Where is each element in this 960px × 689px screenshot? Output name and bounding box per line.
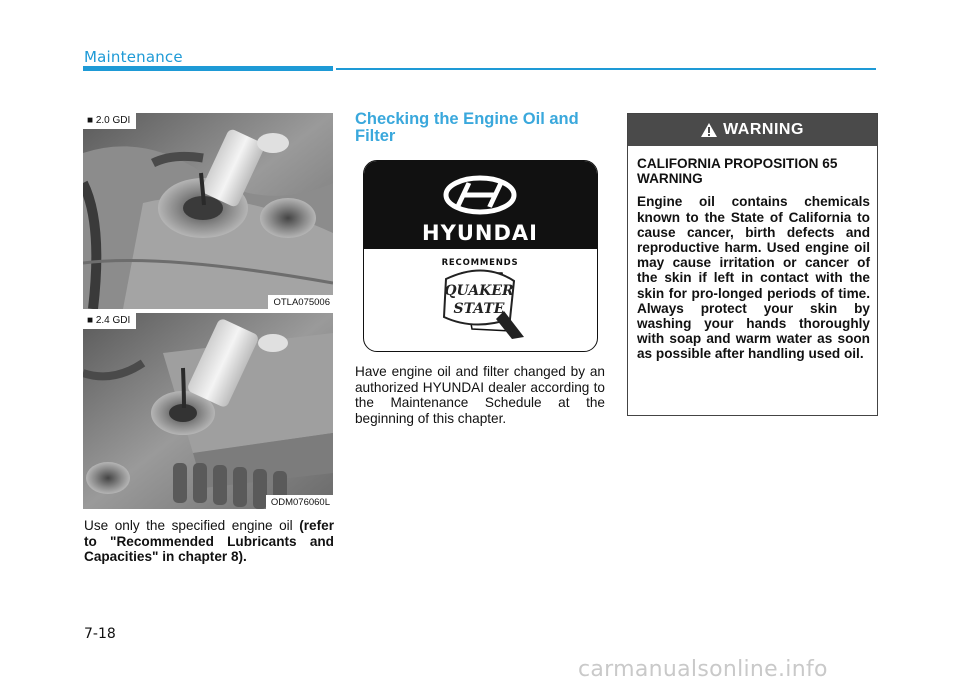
photo-label: ■ 2.0 GDI xyxy=(83,113,136,129)
engine-photo-2-4-gdi xyxy=(83,313,333,509)
middle-paragraph: Have engine oil and filter changed by an authorized HYUNDAI dealer according to the Maintenance Schedule at the beginning of this chapter. xyxy=(355,364,605,426)
warning-text: Engine oil contains chemicals known to the State of California to cause cancer, birth defects and reproductive harm. Used engine oil may cause irritation or cancer of the skin if left in contact with the skin for pro-longed periods of time. Always protect your skin by washing your hands thoroughly with soap and warm water as soon as possible after handling used oil. xyxy=(637,194,870,362)
photo-label: ■ 2.4 GDI xyxy=(83,313,136,329)
warning-header-label: WARNING xyxy=(723,121,804,138)
warning-title: CALIFORNIA PROPOSITION 65 WARNING xyxy=(637,156,838,187)
section-heading: Checking the Engine Oil and Filter xyxy=(355,110,579,145)
engine-photo-2-0-gdi xyxy=(83,113,333,309)
brand-wordmark: HYUNDAI xyxy=(422,221,538,245)
engine-illustration xyxy=(83,113,333,309)
hyundai-logo-icon xyxy=(364,161,597,351)
left-paragraph-bold: (refer to "Recommended Lubricants and Capacities" in chapter 8). xyxy=(84,518,334,564)
quaker-text: QUAKER xyxy=(444,283,514,299)
page-number: 7-18 xyxy=(84,626,116,642)
left-paragraph-normal: Use only the specified engine oil xyxy=(84,518,300,533)
warning-box xyxy=(627,113,878,416)
left-paragraph xyxy=(84,518,334,565)
hyundai-quaker-state-logo xyxy=(363,160,598,352)
state-text: STATE xyxy=(453,301,505,317)
warning-header xyxy=(628,114,877,146)
warning-triangle-icon xyxy=(701,123,717,137)
photo-code: OTLA075006 xyxy=(268,295,333,309)
photo-code: ODM076060L xyxy=(266,495,333,509)
header-rule-thick xyxy=(83,66,333,71)
header-rule-thin xyxy=(336,68,876,70)
recommends-text: RECOMMENDS xyxy=(441,258,519,268)
warning-body xyxy=(628,146,877,362)
watermark: carmanualsonline.info xyxy=(578,657,828,682)
engine-illustration xyxy=(83,313,333,509)
section-title: Maintenance xyxy=(84,48,183,66)
